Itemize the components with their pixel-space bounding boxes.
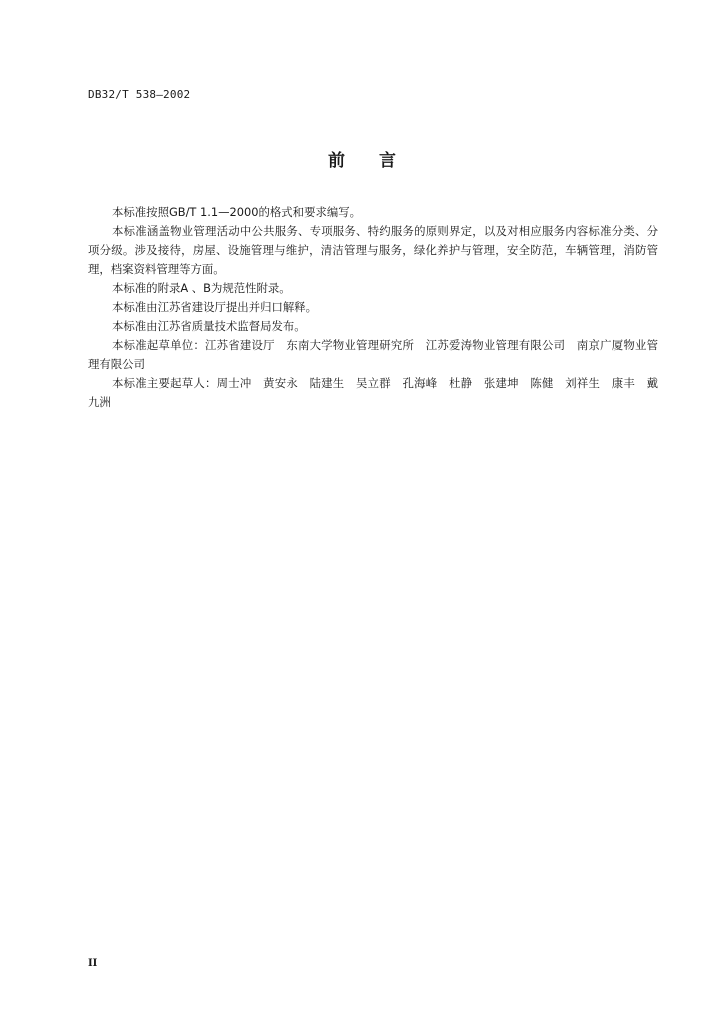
paragraph-drafters: 本标准主要起草人：周士冲 黄安永 陆建生 吴立群 孔海峰 杜静 张建坤 陈健 刘祥生 康丰 戴九洲	[88, 376, 658, 409]
paragraph-format: 本标准按照GB/T 1.1—2000的格式和要求编写。	[112, 205, 362, 219]
page-number: II	[88, 958, 98, 969]
paragraph-publisher: 本标准由江苏省质量技术监督局发布。	[112, 319, 306, 333]
paragraph-scope: 本标准涵盖物业管理活动中公共服务、专项服务、特约服务的原则界定，以及对相应服务内容标准分类、分项分级。涉及接待，房屋、设施管理与维护，清洁管理与服务，绿化养护与管理，安全防范，车辆管理，消防管理，档案资料管理等方面。	[88, 224, 658, 276]
foreword-body	[88, 203, 658, 412]
page-title: 前 言	[328, 151, 396, 171]
paragraph-proposer: 本标准由江苏省建设厅提出并归口解释。	[112, 300, 318, 314]
paragraph-appendix: 本标准的附录A 、B为规范性附录。	[112, 281, 291, 295]
paragraph-drafting-units: 本标准起草单位：江苏省建设厅 东南大学物业管理研究所 江苏爱涛物业管理有限公司 南京广厦物业管理有限公司	[88, 338, 658, 371]
standard-code: DB32/T 538—2002	[88, 88, 191, 101]
